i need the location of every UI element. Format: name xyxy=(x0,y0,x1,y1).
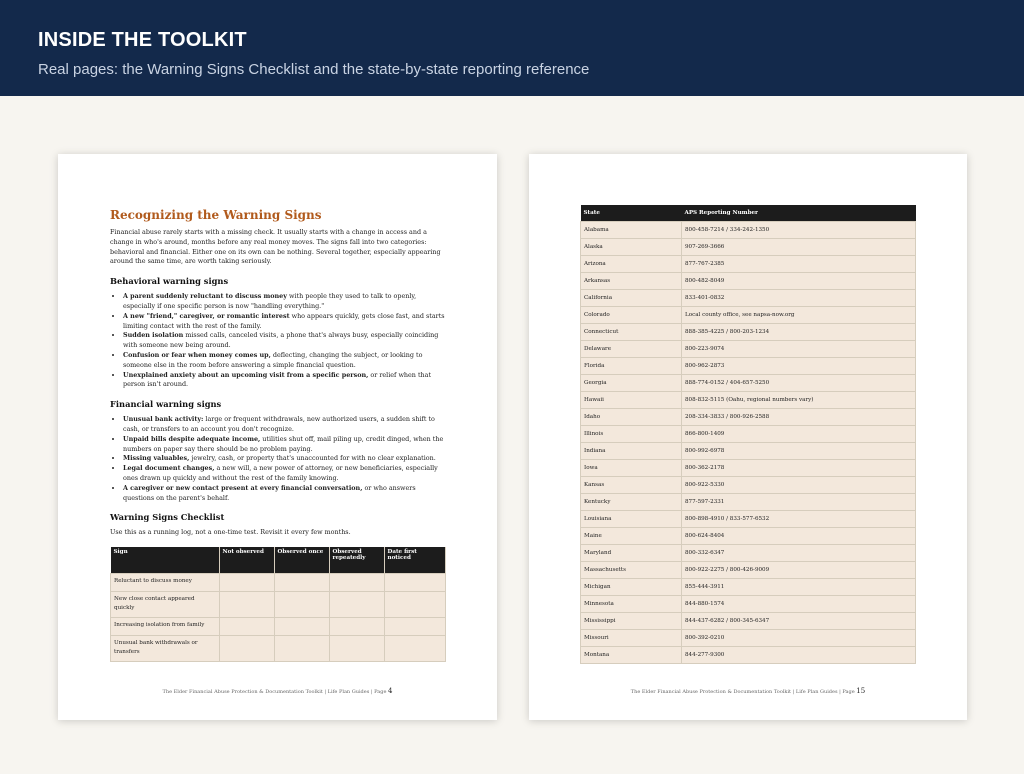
aps-number-cell: 800-624-8404 xyxy=(682,528,916,545)
aps-number-cell: 800-223-9074 xyxy=(682,341,916,358)
table-row xyxy=(581,358,916,375)
financial-heading: Financial warning signs xyxy=(110,399,222,410)
state-cell: Illinois xyxy=(581,426,682,443)
observed-repeatedly-cell[interactable] xyxy=(329,636,384,662)
state-cell: Montana xyxy=(581,647,682,664)
list-item-text: or who answers questions on the parent's behalf. xyxy=(123,483,416,502)
date-first-noticed-cell[interactable] xyxy=(384,618,446,636)
state-cell: California xyxy=(581,290,682,307)
aps-number-cell: 907-269-3666 xyxy=(682,239,916,256)
list-item-bold: Unusual bank activity: xyxy=(123,415,204,424)
aps-number-cell: 800-482-8049 xyxy=(682,273,916,290)
state-cell: Kansas xyxy=(581,477,682,494)
date-first-noticed-cell[interactable] xyxy=(384,636,446,662)
aps-number-cell: 800-458-7214 / 334-242-1350 xyxy=(682,222,916,239)
list-item xyxy=(123,351,446,371)
footer-text: The Elder Financial Abuse Protection & Documentation Toolkit | Life Plan Guides | Page xyxy=(162,689,389,695)
list-item-text: missed calls, canceled visits, a phone that's always busy, especially coinciding with someone new being around. xyxy=(123,331,439,350)
list-item-text: deflecting, changing the subject, or looking to someone else in the room before answering a simple financial question. xyxy=(123,350,423,369)
list-item xyxy=(123,292,446,312)
list-item-bold: Confusion or fear when money comes up, xyxy=(123,350,271,359)
list-item xyxy=(123,312,446,332)
aps-number-cell: 800-922-5330 xyxy=(682,477,916,494)
not-observed-cell[interactable] xyxy=(219,636,274,662)
observed-repeatedly-cell[interactable] xyxy=(329,592,384,618)
table-row xyxy=(581,596,916,613)
list-item xyxy=(123,331,446,351)
sign-cell: Increasing isolation from family xyxy=(111,618,220,636)
column-header: State xyxy=(581,205,682,222)
state-cell: Indiana xyxy=(581,443,682,460)
state-cell: Maine xyxy=(581,528,682,545)
state-cell: Kentucky xyxy=(581,494,682,511)
table-row xyxy=(581,256,916,273)
footer-text: The Elder Financial Abuse Protection & Documentation Toolkit | Life Plan Guides | Page xyxy=(630,689,857,695)
list-item-text: or relief when that person isn't around. xyxy=(123,370,432,389)
financial-list xyxy=(110,415,446,503)
state-cell: Maryland xyxy=(581,545,682,562)
table-row xyxy=(581,443,916,460)
table-row xyxy=(581,392,916,409)
table-row xyxy=(581,613,916,630)
list-item-bold: Unexplained anxiety about an upcoming visit from a specific person, xyxy=(123,370,369,379)
date-first-noticed-cell[interactable] xyxy=(384,592,446,618)
list-item xyxy=(123,435,446,455)
state-cell: Arizona xyxy=(581,256,682,273)
list-item xyxy=(123,454,446,464)
list-item-bold: A parent suddenly reluctant to discuss money xyxy=(123,292,287,301)
list-item xyxy=(123,464,446,484)
table-row xyxy=(581,528,916,545)
list-item-bold: A new "friend," caregiver, or romantic interest xyxy=(123,311,290,320)
table-row xyxy=(581,647,916,664)
table-row xyxy=(581,460,916,477)
column-header: Date first noticed xyxy=(384,547,446,574)
column-header: Sign xyxy=(111,547,220,574)
list-item-text: who appears quickly, gets close fast, and starts limiting contact with the rest of the family. xyxy=(123,311,445,330)
aps-number-cell: 844-277-9300 xyxy=(682,647,916,664)
state-cell: Alaska xyxy=(581,239,682,256)
aps-number-cell: 208-334-3833 / 800-926-2588 xyxy=(682,409,916,426)
state-cell: Minnesota xyxy=(581,596,682,613)
date-first-noticed-cell[interactable] xyxy=(384,574,446,592)
list-item-bold: Sudden isolation xyxy=(123,331,184,340)
aps-number-cell: 800-362-2178 xyxy=(682,460,916,477)
table-row xyxy=(581,511,916,528)
state-cell: Colorado xyxy=(581,307,682,324)
not-observed-cell[interactable] xyxy=(219,618,274,636)
table-row xyxy=(111,574,446,592)
aps-number-cell: 877-767-2385 xyxy=(682,256,916,273)
observed-repeatedly-cell[interactable] xyxy=(329,574,384,592)
aps-reporting-table xyxy=(580,205,916,664)
state-cell: Connecticut xyxy=(581,324,682,341)
state-cell: Georgia xyxy=(581,375,682,392)
state-cell: Idaho xyxy=(581,409,682,426)
list-item-text: with people they used to talk to openly, especially if one specific person is now "handling everything." xyxy=(123,292,417,310)
table-row xyxy=(581,307,916,324)
state-rows xyxy=(581,222,916,664)
page-number: 15 xyxy=(856,687,866,695)
aps-number-cell: 877-597-2331 xyxy=(682,494,916,511)
table-row xyxy=(111,592,446,618)
aps-number-cell: 808-832-5115 (Oahu, regional numbers vary) xyxy=(682,392,916,409)
aps-number-cell: 844-880-1574 xyxy=(682,596,916,613)
page-4-content xyxy=(110,208,446,662)
table-row xyxy=(581,494,916,511)
toolkit-page-4 xyxy=(58,154,497,720)
aps-number-cell: 800-898-4910 / 833-577-6532 xyxy=(682,511,916,528)
table-row xyxy=(581,273,916,290)
state-cell: Missouri xyxy=(581,630,682,647)
table-row xyxy=(581,324,916,341)
list-item-bold: Legal document changes, xyxy=(123,464,215,473)
list-item-text: jewelry, cash, or property that's unaccounted for with no clear explanation. xyxy=(189,454,436,463)
table-row xyxy=(581,477,916,494)
table-row xyxy=(581,341,916,358)
aps-number-cell: 800-922-2275 / 800-426-9009 xyxy=(682,562,916,579)
aps-number-cell: 800-992-6978 xyxy=(682,443,916,460)
aps-number-cell: 888-385-4225 / 800-203-1234 xyxy=(682,324,916,341)
behavioral-heading: Behavioral warning signs xyxy=(110,276,229,287)
not-observed-cell[interactable] xyxy=(219,592,274,618)
list-item-bold: A caregiver or new contact present at every financial conversation, xyxy=(123,483,363,492)
table-row xyxy=(111,618,446,636)
behavioral-list xyxy=(110,292,446,390)
observed-once-cell[interactable] xyxy=(274,592,329,618)
list-item-text: utilities shut off, mail piling up, credit dinged, when the numbers on paper say there should be no problem paying. xyxy=(123,434,444,453)
aps-number-cell: 800-962-2873 xyxy=(682,358,916,375)
table-row xyxy=(581,630,916,647)
observed-repeatedly-cell[interactable] xyxy=(329,618,384,636)
sign-cell: New close contact appeared quickly xyxy=(111,592,220,618)
table-row xyxy=(581,409,916,426)
table-header-row xyxy=(111,547,446,574)
list-item xyxy=(123,415,446,435)
table-row xyxy=(581,545,916,562)
column-header: Observed once xyxy=(274,547,329,574)
column-header: APS Reporting Number xyxy=(682,205,916,222)
page-footer xyxy=(529,687,967,695)
intro-paragraph: Financial abuse rarely starts with a missing check. It usually starts with a change in access and a change in who's around, months before any real money moves. The signs fall into two categories: behavioral and financial. Either one on its own can be nothing. Several together, especially appearing around the same time, are worth taking seriously. xyxy=(110,228,441,266)
aps-number-cell: 888-774-0152 / 404-657-5250 xyxy=(682,375,916,392)
checklist-intro: Use this as a running log, not a one-time test. Revisit it every few months. xyxy=(110,528,351,537)
banner-title: INSIDE THE TOOLKIT xyxy=(38,29,247,51)
state-cell: Arkansas xyxy=(581,273,682,290)
page-number: 4 xyxy=(388,687,393,695)
table-header-row xyxy=(581,205,916,222)
state-cell: Louisiana xyxy=(581,511,682,528)
aps-number-cell: 800-332-6347 xyxy=(682,545,916,562)
list-item-bold: Unpaid bills despite adequate income, xyxy=(123,434,261,443)
aps-number-cell: Local county office, see napsa-now.org xyxy=(682,307,916,324)
table-row xyxy=(581,290,916,307)
header-banner xyxy=(0,0,1024,96)
aps-number-cell: 833-401-0832 xyxy=(682,290,916,307)
table-row xyxy=(111,636,446,662)
toolkit-page-15 xyxy=(529,154,967,720)
table-row xyxy=(581,222,916,239)
checklist-heading: Warning Signs Checklist xyxy=(110,512,225,523)
aps-number-cell: 800-392-0210 xyxy=(682,630,916,647)
state-cell: Mississippi xyxy=(581,613,682,630)
table-row xyxy=(581,426,916,443)
not-observed-cell[interactable] xyxy=(219,574,274,592)
observed-once-cell[interactable] xyxy=(274,618,329,636)
list-item xyxy=(123,371,446,391)
sign-cell: Unusual bank withdrawals or transfers xyxy=(111,636,220,662)
state-cell: Iowa xyxy=(581,460,682,477)
list-item-bold: Missing valuables, xyxy=(123,454,190,463)
warning-signs-checklist-table xyxy=(110,547,446,662)
aps-number-cell: 866-800-1409 xyxy=(682,426,916,443)
state-cell: Massachusetts xyxy=(581,562,682,579)
sign-cell: Reluctant to discuss money xyxy=(111,574,220,592)
table-row xyxy=(581,239,916,256)
aps-number-cell: 855-444-3911 xyxy=(682,579,916,596)
table-row xyxy=(581,562,916,579)
list-item-text: large or frequent withdrawals, new authorized users, a sudden shift to cash, or transfers to an account you don't recognize. xyxy=(123,415,435,433)
list-item xyxy=(123,484,446,504)
state-cell: Michigan xyxy=(581,579,682,596)
column-header: Observed repeatedly xyxy=(329,547,384,574)
section-heading: Recognizing the Warning Signs xyxy=(110,208,322,222)
banner-subtitle: Real pages: the Warning Signs Checklist and the state-by-state reporting reference xyxy=(38,61,590,78)
page-footer xyxy=(58,687,497,695)
observed-once-cell[interactable] xyxy=(274,574,329,592)
observed-once-cell[interactable] xyxy=(274,636,329,662)
state-cell: Alabama xyxy=(581,222,682,239)
table-row xyxy=(581,375,916,392)
table-row xyxy=(581,579,916,596)
column-header: Not observed xyxy=(219,547,274,574)
state-cell: Delaware xyxy=(581,341,682,358)
list-item-text: a new will, a new power of attorney, or new beneficiaries, especially ones drawn up quickly and without the rest of the family knowing. xyxy=(123,464,438,482)
state-cell: Hawaii xyxy=(581,392,682,409)
state-cell: Florida xyxy=(581,358,682,375)
aps-number-cell: 844-437-6282 / 800-345-6347 xyxy=(682,613,916,630)
